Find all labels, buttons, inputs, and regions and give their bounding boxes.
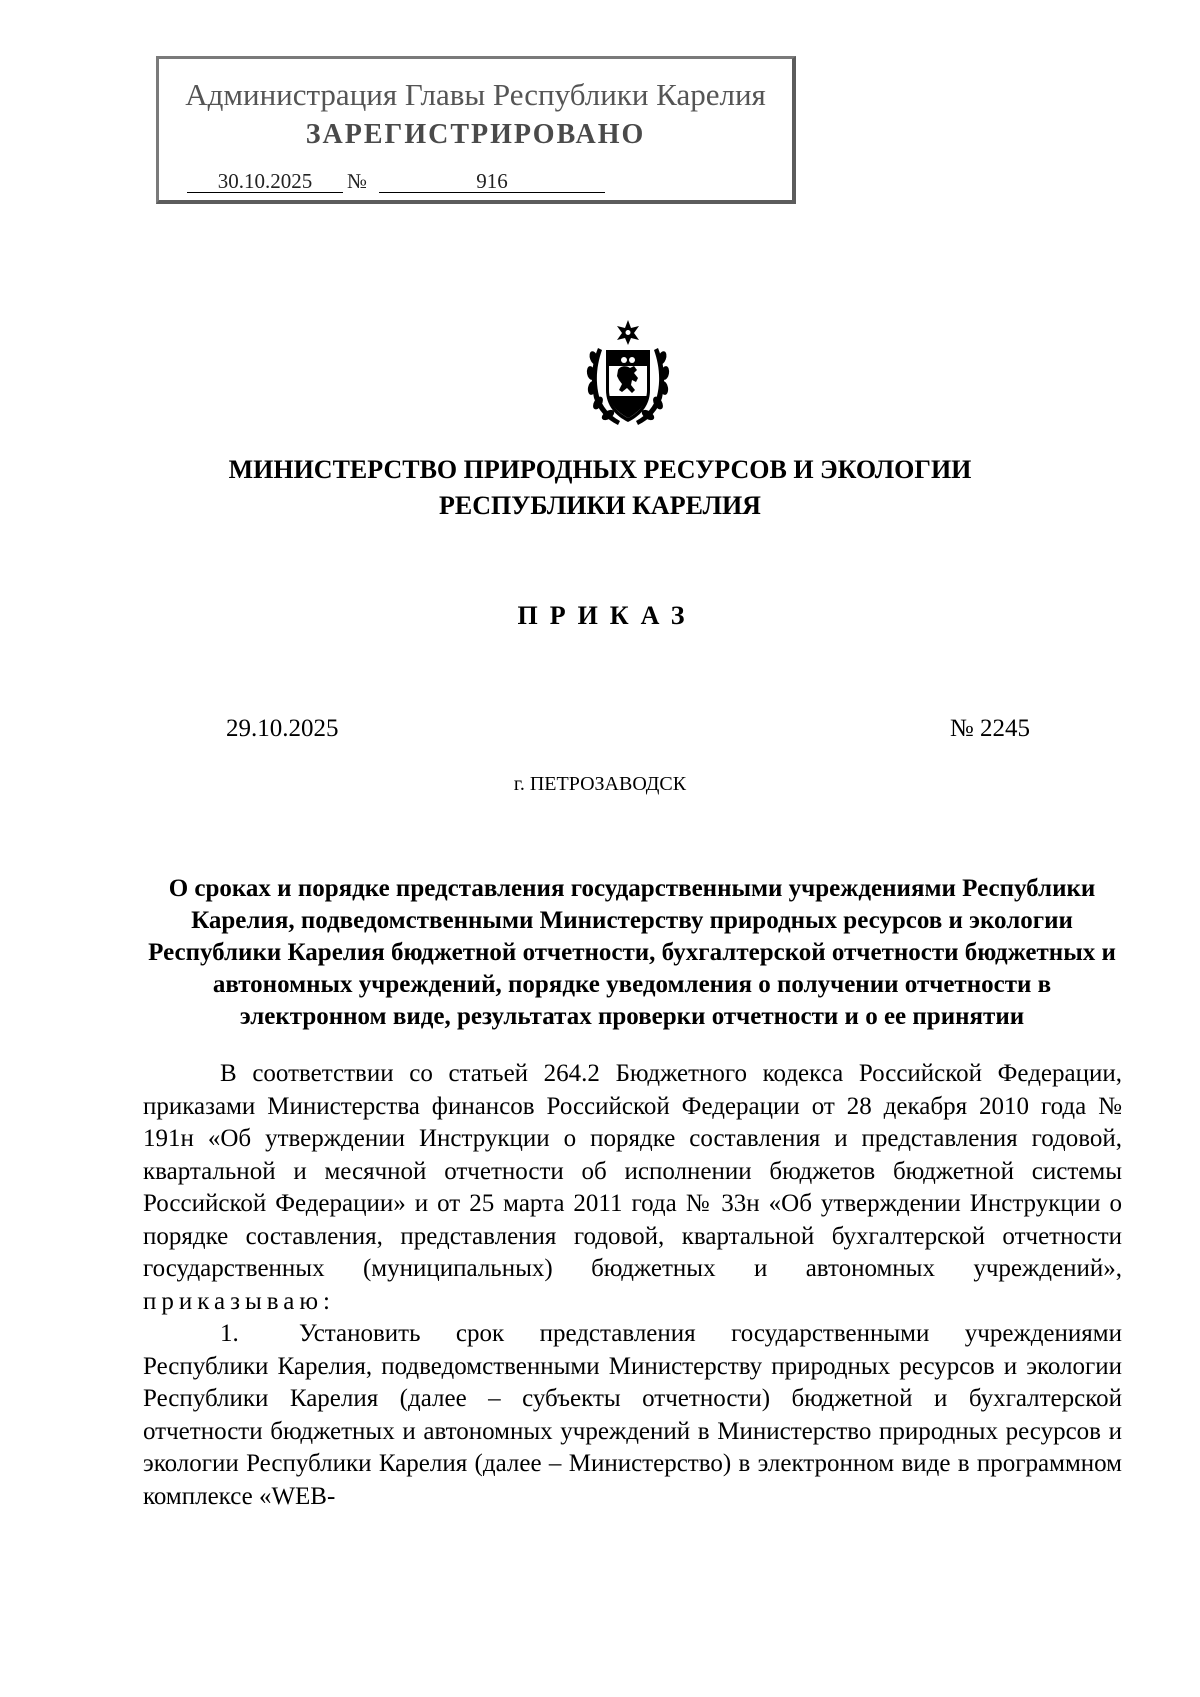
document-type: ПРИКАЗ	[517, 601, 697, 630]
item-paragraph	[143, 1318, 1122, 1513]
command-word: приказываю:	[143, 1287, 335, 1315]
preamble-paragraph	[143, 1058, 1122, 1318]
ministry-name	[0, 452, 1200, 524]
stamp-number-sign: №	[347, 169, 368, 193]
ministry-name-line-1: МИНИСТЕРСТВО ПРИРОДНЫХ РЕСУРСОВ И ЭКОЛОГИИ	[228, 455, 972, 484]
document-body	[143, 1058, 1122, 1513]
registration-stamp	[156, 56, 796, 204]
document-city: г. ПЕТРОЗАВОДСК	[513, 773, 687, 795]
item-number: 1.	[220, 1320, 239, 1347]
ministry-name-line-2: РЕСПУБЛИКИ КАРЕЛИЯ	[439, 491, 761, 520]
stamp-status: ЗАРЕГИСТРИРОВАНО	[305, 119, 646, 150]
item-text: Установить срок представления государственными учреждениями Республики Карелия, подведомственными Министерству природных ресурсов и экологии Республики Карелия (далее – субъекты отчетности) бюджетной и бухгалтерской отчетности бюджетных и автономных учреждений в Министерство природных ресурсов и экологии Республики Карелия (далее – Министерство) в электронном виде в программном комплексе «WEB-	[143, 1320, 1122, 1510]
stamp-date: 30.10.2025	[187, 170, 343, 193]
karelia-coat-of-arms-icon	[584, 318, 672, 430]
document-number: № 2245	[949, 715, 1030, 742]
preamble-text: В соответствии со статьей 264.2 Бюджетного кодекса Российской Федерации, приказами Министерства финансов Российской Федерации от 28 декабря 2010 года № 191н «Об утверждении Инструкции о порядке составления и представления годовой, квартальной и месячной отчетности об исполнении бюджетов бюджетной системы Российской Федерации» и от 25 марта 2011 года № 33н «Об утверждении Инструкции о порядке составления, представления годовой, квартальной бухгалтерской отчетности государственных (муниципальных) бюджетных и автономных учреждений»,	[143, 1060, 1122, 1282]
stamp-number: 916	[379, 170, 605, 193]
stamp-organization: Администрация Главы Республики Карелия	[185, 77, 766, 112]
document-date: 29.10.2025	[226, 715, 339, 742]
document-title: О сроках и порядке представления государственными учреждениями Республики Карелия, подведомственными Министерству природных ресурсов и экологии Республики Карелия бюджетной отчетности, бухгалтерской отчетности бюджетных и автономных учреждений, порядке уведомления о получении отчетности в электронном виде, результатах проверки отчетности и о ее принятии	[148, 875, 1116, 1030]
